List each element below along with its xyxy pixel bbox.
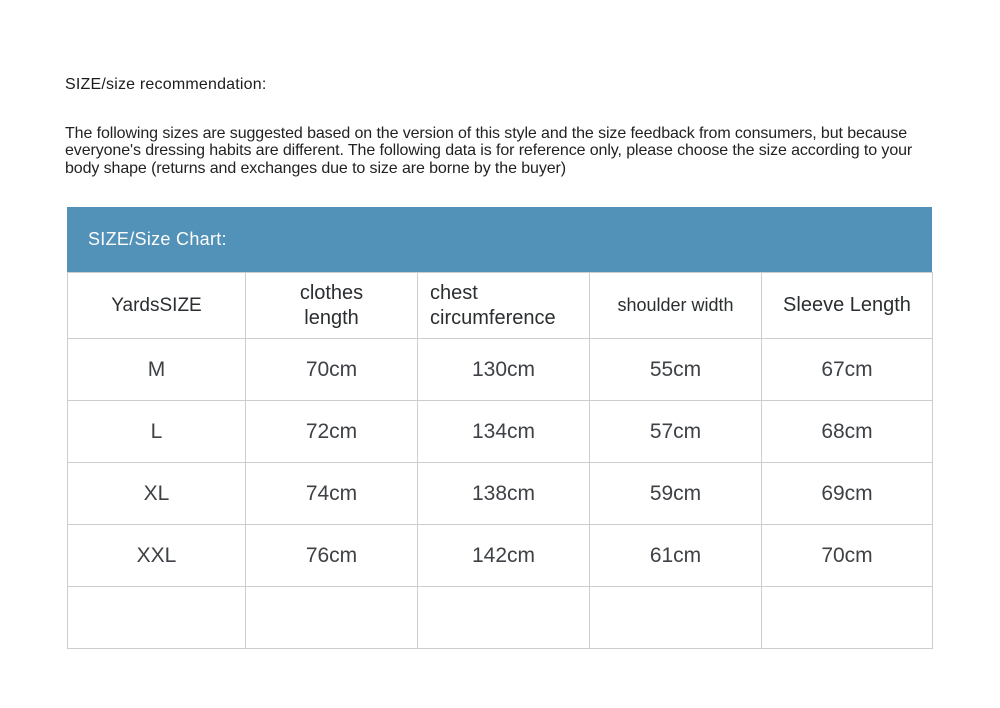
cell-chest-circumference: 138cm — [418, 463, 590, 525]
cell-size — [68, 587, 246, 649]
cell-shoulder-width — [590, 587, 762, 649]
size-disclaimer-paragraph: The following sizes are suggested based on the version of this style and the size feedback from consumers, but because everyone's dressing habits are different. The following data is for reference only, please choose the size according to your body shape (returns and exchanges due to size are borne by the buyer) — [65, 125, 913, 177]
column-header-sleeve-length: Sleeve Length — [762, 273, 933, 339]
cell-sleeve-length: 68cm — [762, 401, 933, 463]
table-row-xxl — [68, 525, 933, 587]
table-row-m — [68, 339, 933, 401]
cell-chest-circumference: 130cm — [418, 339, 590, 401]
cell-chest-circumference: 142cm — [418, 525, 590, 587]
cell-size: L — [68, 401, 246, 463]
size-chart-banner — [67, 207, 932, 272]
cell-chest-circumference — [418, 587, 590, 649]
column-header-chest-circumference — [418, 273, 590, 339]
cell-sleeve-length: 69cm — [762, 463, 933, 525]
cell-shoulder-width: 59cm — [590, 463, 762, 525]
cell-chest-circumference: 134cm — [418, 401, 590, 463]
cell-shoulder-width: 55cm — [590, 339, 762, 401]
cell-sleeve-length: 70cm — [762, 525, 933, 587]
cell-size: XXL — [68, 525, 246, 587]
column-header-clothes-length-text: clothes length — [299, 281, 364, 329]
size-chart-section — [67, 207, 932, 649]
column-header-shoulder-width: shoulder width — [590, 273, 762, 339]
cell-shoulder-width: 57cm — [590, 401, 762, 463]
cell-shoulder-width: 61cm — [590, 525, 762, 587]
cell-size: XL — [68, 463, 246, 525]
size-chart-title: SIZE/Size Chart: — [88, 229, 227, 249]
column-header-chest-circumference-text: chest circumference — [430, 281, 556, 329]
table-row-l — [68, 401, 933, 463]
table-row-empty — [68, 587, 933, 649]
cell-clothes-length: 72cm — [246, 401, 418, 463]
cell-sleeve-length — [762, 587, 933, 649]
table-row-xl — [68, 463, 933, 525]
cell-clothes-length: 74cm — [246, 463, 418, 525]
cell-sleeve-length: 67cm — [762, 339, 933, 401]
cell-clothes-length: 70cm — [246, 339, 418, 401]
cell-clothes-length: 76cm — [246, 525, 418, 587]
cell-clothes-length — [246, 587, 418, 649]
column-header-size: YardsSIZE — [68, 273, 246, 339]
table-header-row — [68, 273, 933, 339]
column-header-clothes-length — [246, 273, 418, 339]
size-chart-table — [67, 272, 933, 649]
cell-size: M — [68, 339, 246, 401]
size-recommendation-heading: SIZE/size recommendation: — [65, 76, 267, 93]
